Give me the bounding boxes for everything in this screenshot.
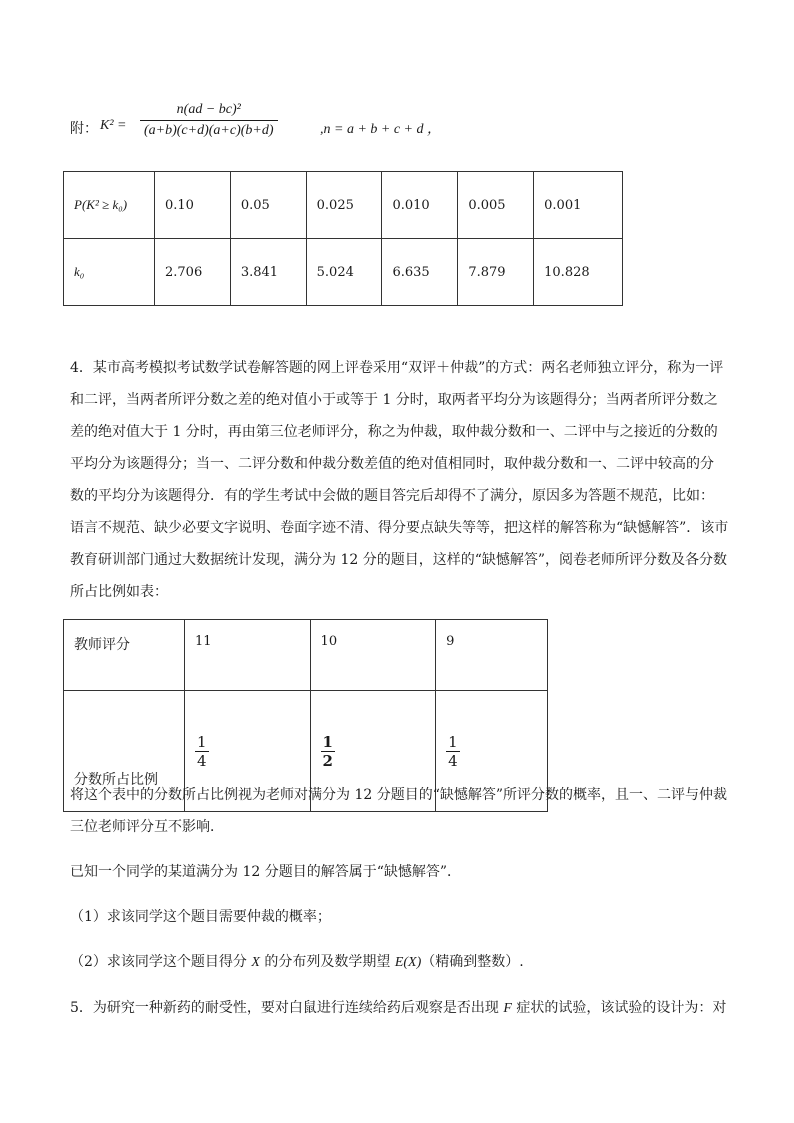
problem4-after-line: 将这个表中的分数所占比例视为老师对满分为 12 分题目的“缺憾解答”所评分数的概率，且一、二评与仲裁: [70, 787, 728, 803]
probability-cell: 0.05: [230, 172, 306, 239]
q2-text-c: （精确到整数）.: [421, 954, 524, 970]
k-critical-table: [63, 171, 623, 306]
probability-cell: 0.010: [382, 172, 458, 239]
ratio-fraction: [321, 733, 335, 770]
problem4-given: 已知一个同学的某道满分为 12 分题目的解答属于“缺憾解答”．: [70, 864, 462, 880]
problem5-text-b: 症状的试验，该试验的设计为：对: [511, 1000, 727, 1016]
score-cell: 10: [310, 620, 436, 691]
q2-expectation: E(X): [394, 955, 422, 970]
problem4-question-2: [70, 951, 524, 971]
score-cell: 11: [185, 620, 311, 691]
probability-header: P(K² ≥ k₀): [64, 172, 155, 239]
ratio-denominator: 4: [448, 751, 458, 770]
k-value-cell: 6.635: [382, 239, 458, 306]
q2-variable: X: [251, 955, 260, 970]
ratio-denominator: 4: [197, 751, 207, 770]
formula-fraction: [140, 102, 278, 139]
q2-text-b: 的分布列及数学期望: [259, 954, 395, 970]
problem4-line: 差的绝对值大于 1 分时，再由第三位老师评分，称之为仲裁，取仲裁分数和一、二评中与之接近的分数的: [70, 424, 718, 440]
ratio-numerator: 1: [197, 732, 207, 751]
ratio-fraction: [446, 733, 460, 770]
formula-numerator: n(ad − bc)²: [140, 102, 278, 121]
problem4-line: 教育研训部门通过大数据统计发现，满分为 12 分的题目，这样的“缺憾解答”，阅卷老师所评分数及各分数: [70, 552, 728, 568]
ratio-numerator: 1: [322, 732, 333, 751]
k-value-row: [64, 239, 623, 306]
problem4-question-1: （1）求该同学这个题目需要仲裁的概率；: [70, 909, 331, 925]
problem4-line: 平均分为该题得分；当一、二评分数和仲裁分数差值的绝对值相同时，取仲裁分数和一、二评中较高的分: [70, 456, 714, 472]
problem4-after-line: 三位老师评分互不影响．: [70, 819, 224, 835]
problem4-line: 语言不规范、缺少必要文字说明、卷面字迹不清、得分要点缺失等等，把这样的解答称为“缺憾解答”．该市: [70, 520, 729, 536]
problem4-line: 4．某市高考模拟考试数学试卷解答题的网上评卷采用“双评＋仲裁”的方式：两名老师独立评分，称为一评: [70, 360, 724, 376]
formula-prefix: 附：: [70, 121, 98, 137]
probability-row: [64, 172, 623, 239]
k-value-cell: 7.879: [458, 239, 534, 306]
q2-text-a: （2）求该同学这个题目得分: [70, 954, 252, 970]
formula-denominator: (a+b)(c+d)(a+c)(b+d): [144, 123, 274, 138]
score-cell: 9: [436, 620, 548, 691]
k-value-cell: 5.024: [306, 239, 382, 306]
ratio-header: 分数所占比例: [64, 691, 185, 812]
score-row: [64, 620, 548, 691]
probability-cell: 0.005: [458, 172, 534, 239]
probability-cell: 0.001: [534, 172, 623, 239]
k-value-cell: 3.841: [230, 239, 306, 306]
formula-lhs: K² =: [100, 118, 127, 133]
problem4-line: 数的平均分为该题得分．有的学生考试中会做的题目答完后却得不了满分，原因多为答题不规范，比如：: [70, 488, 714, 504]
k-squared-formula: [70, 100, 490, 150]
probability-cell: 0.10: [155, 172, 231, 239]
k-value-cell: 2.706: [155, 239, 231, 306]
problem5-text-a: 5．为研究一种新药的耐受性，要对白鼠进行连续给药后观察是否出现: [70, 1000, 504, 1016]
score-header: 教师评分: [64, 620, 185, 691]
problem5-line: [70, 997, 726, 1017]
k-value-cell: 10.828: [534, 239, 623, 306]
probability-cell: 0.025: [306, 172, 382, 239]
problem5-variable: F: [503, 1001, 512, 1016]
problem4-line: 所占比例如表：: [70, 584, 168, 600]
ratio-denominator: 2: [322, 751, 333, 770]
problem4-line: 和二评，当两者所评分数之差的绝对值小于或等于 1 分时，取两者平均分为该题得分；当两者所评分数之: [70, 392, 718, 408]
ratio-numerator: 1: [448, 732, 458, 751]
ratio-fraction: [195, 733, 209, 770]
k-value-header: k₀: [64, 239, 155, 306]
formula-n-definition: ,n = a + b + c + d ，: [320, 122, 442, 137]
